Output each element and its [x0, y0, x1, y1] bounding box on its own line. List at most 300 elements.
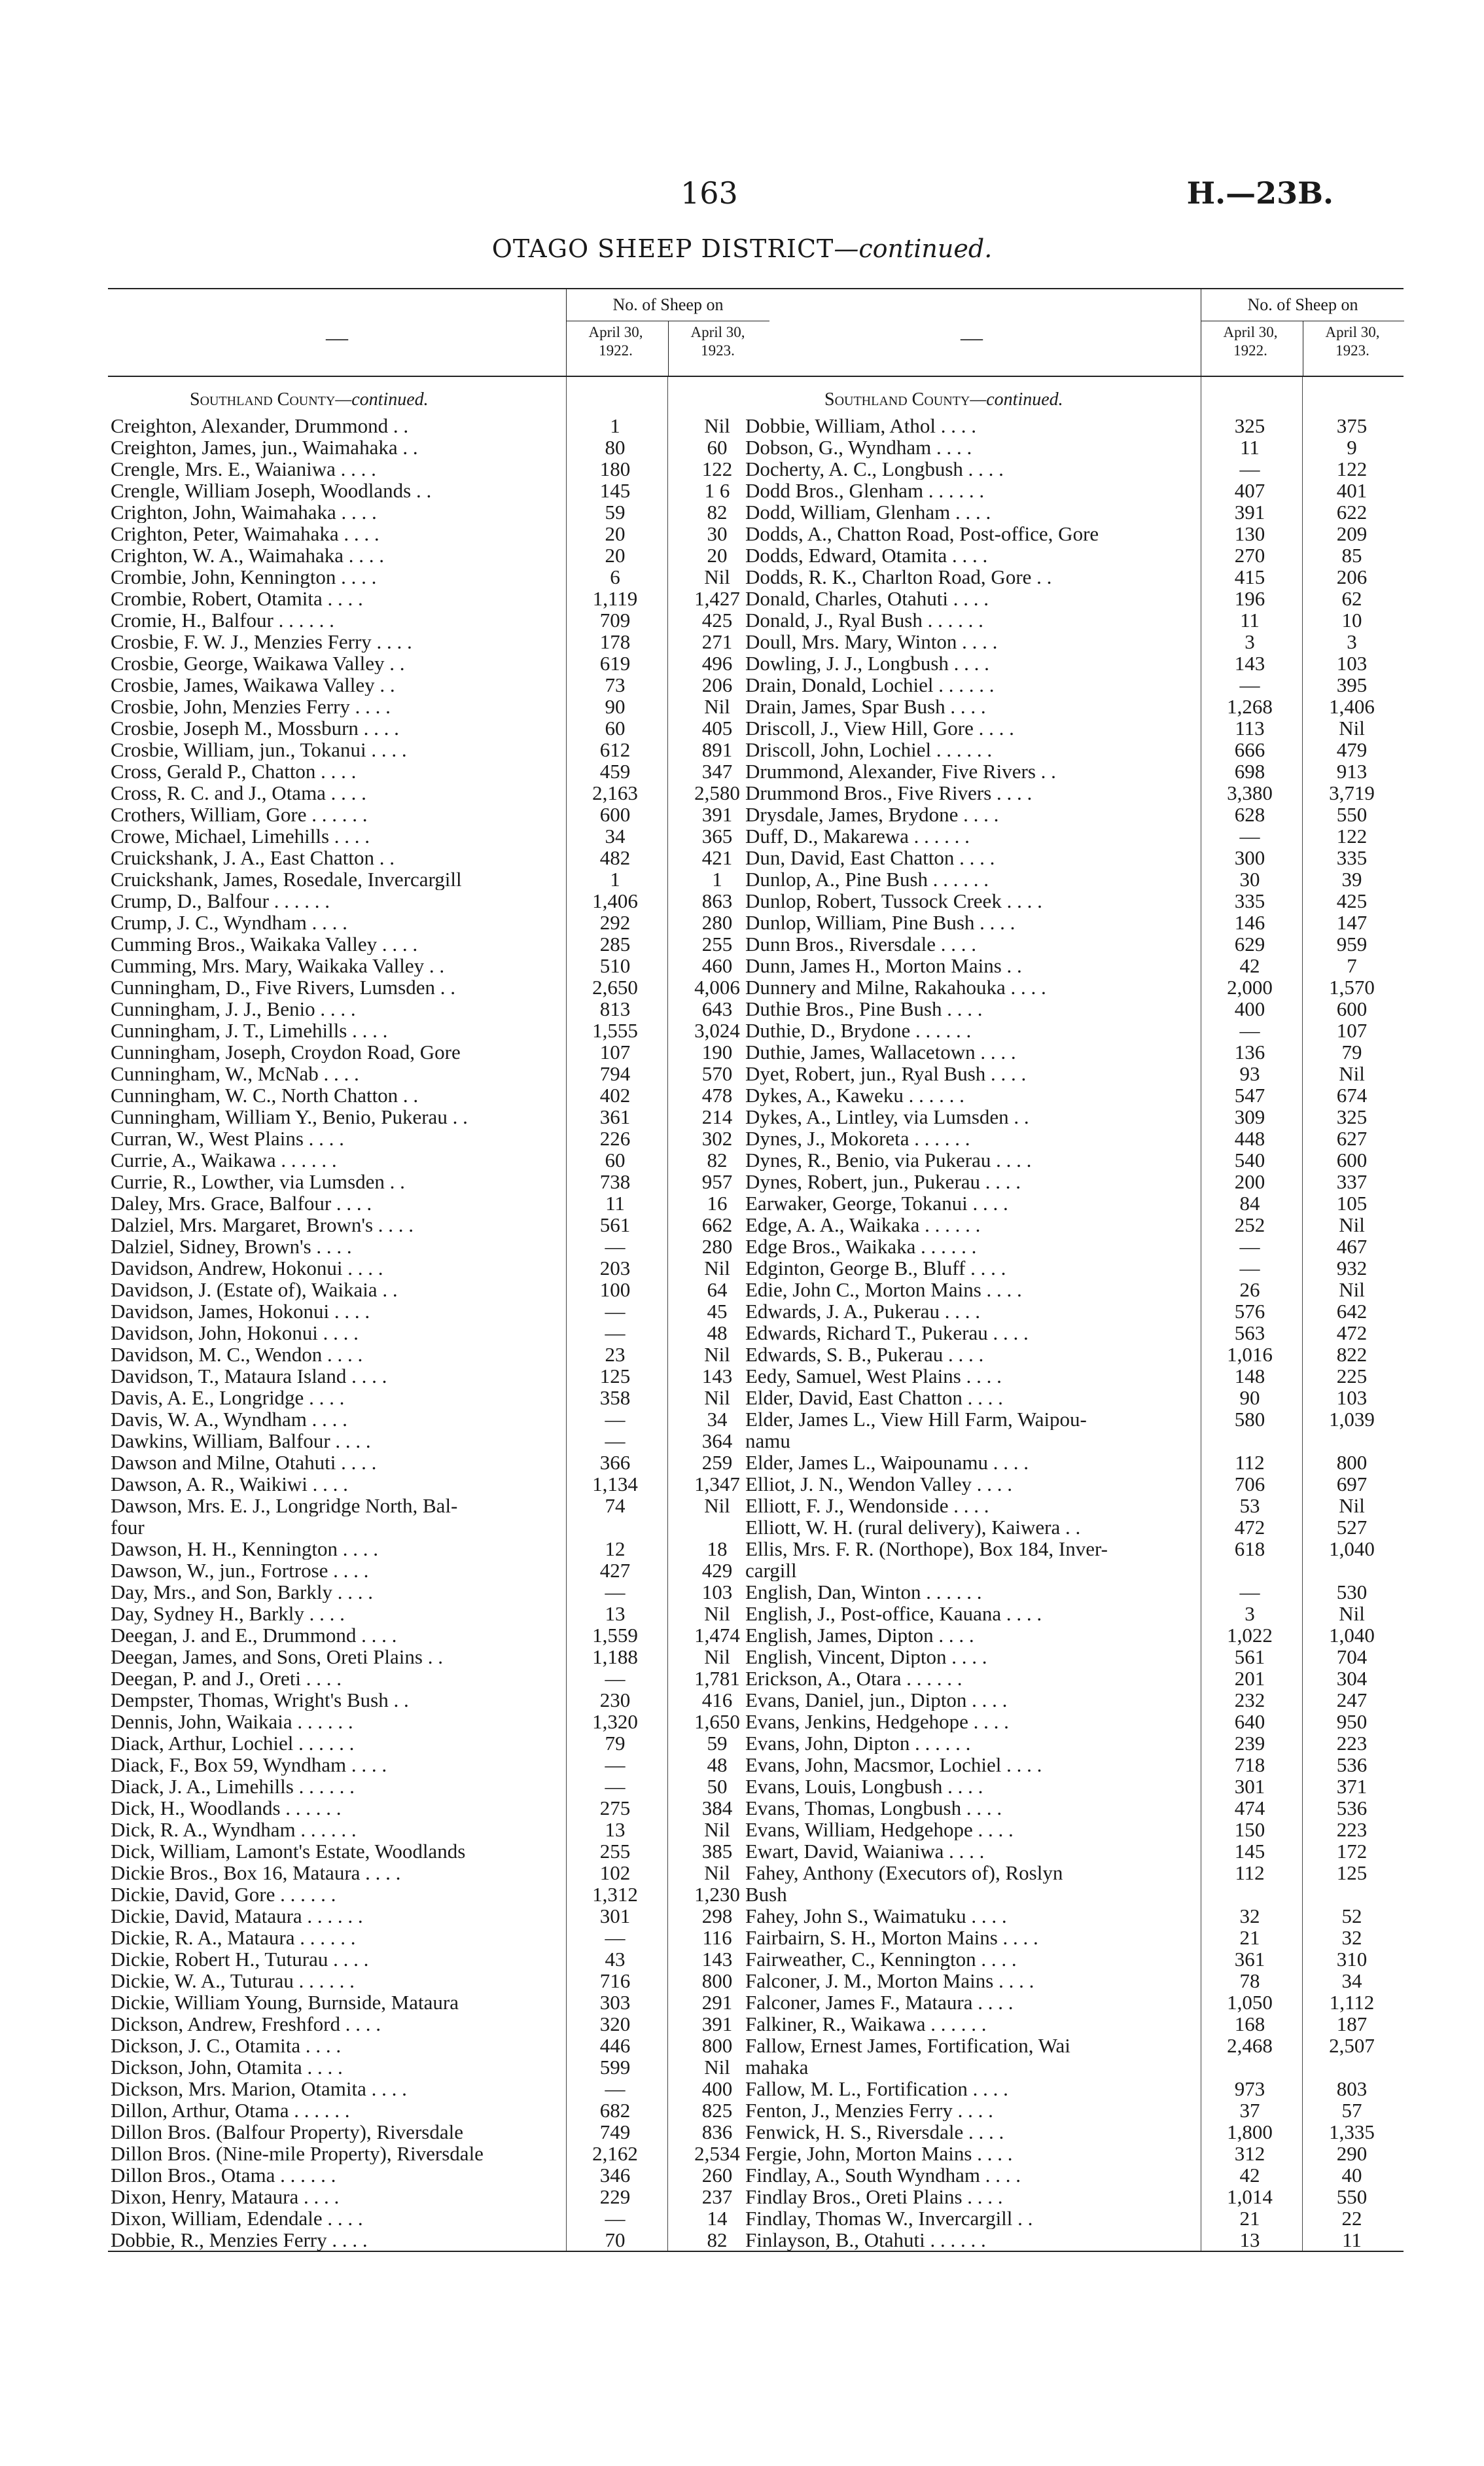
sheep-count-1922: 366	[599, 1451, 631, 1474]
column-header-1923-year: 1923.	[1335, 342, 1369, 359]
table-row	[108, 631, 769, 652]
sheep-count-1923: 18	[707, 1537, 728, 1560]
column-header-1922-year: 1922.	[1233, 342, 1267, 359]
sheep-count-1923: 662	[701, 1213, 733, 1236]
table-row	[108, 2035, 769, 2056]
sheep-count-1923: 1,335	[1329, 2120, 1375, 2143]
sheep-count-1923: 82	[707, 1149, 728, 1171]
sheep-count-1923: 550	[1336, 803, 1368, 826]
sheep-count-1923: 11	[1342, 2228, 1362, 2251]
sheep-count-1922: 255	[599, 1840, 631, 1863]
sheep-count-1922: 482	[599, 846, 631, 869]
sheep-count-header	[566, 289, 769, 376]
sheep-count-1922: 42	[1239, 954, 1260, 977]
owner-name: Dunn, James H., Morton Mains . .	[745, 955, 1022, 976]
sheep-count-1922: 749	[599, 2120, 631, 2143]
sheep-count-1923: 803	[1336, 2077, 1368, 2100]
table-row	[108, 1452, 769, 1473]
sheep-count-1922: 252	[1234, 1213, 1265, 1236]
district-title	[0, 234, 1484, 263]
sheep-count-1922: 618	[1234, 1537, 1265, 1560]
owner-name: Drain, Donald, Lochiel . . . . . .	[745, 674, 995, 696]
sheep-count-1923: 550	[1336, 2185, 1368, 2208]
sheep-count-1922: 26	[1239, 1278, 1260, 1301]
sheep-count-1922: 1	[610, 414, 620, 437]
owner-name: Ewart, David, Waianiwa . . . .	[745, 1840, 985, 1862]
table-row	[743, 1495, 1404, 1516]
sheep-count-1923: 34	[707, 1408, 728, 1431]
owner-name: Dickson, Andrew, Freshford . . . .	[111, 2013, 381, 2035]
table-row	[108, 1905, 769, 1927]
owner-name: Dickie, David, Mataura . . . . . .	[111, 1905, 363, 1927]
sheep-count-1923: 45	[707, 1300, 728, 1323]
owner-name: Cross, R. C. and J., Otama . . . .	[111, 782, 366, 804]
sheep-count-1922: 706	[1234, 1473, 1265, 1495]
owner-name: Edginton, George B., Bluff . . . .	[745, 1257, 1006, 1279]
owner-name: Dickie, Robert H., Tuturau . . . .	[111, 1948, 369, 1970]
sheep-count-1922: 11	[605, 1192, 625, 1215]
table-row	[743, 2013, 1404, 2035]
sheep-count-1922: 320	[599, 2012, 631, 2035]
owner-name: Dickie, W. A., Tuturau . . . . . .	[111, 1970, 355, 1992]
table-row	[743, 1365, 1404, 1387]
sheep-count-1922: 1,555	[592, 1019, 638, 1042]
table-row	[108, 1279, 769, 1300]
sheep-count-1922: 12	[605, 1537, 626, 1560]
section-heading-continued: —continued.	[970, 389, 1063, 410]
table-row	[108, 1106, 769, 1128]
sheep-count-1923: 85	[1341, 544, 1362, 567]
table-row	[108, 1171, 769, 1192]
owner-name: Drummond Bros., Five Rivers . . . .	[745, 782, 1033, 804]
table-row	[743, 1171, 1404, 1192]
owner-name: Diack, Arthur, Lochiel . . . . . .	[111, 1732, 355, 1754]
sheep-count-1922: —	[605, 1300, 626, 1323]
owner-name: English, J., Post-office, Kauana . . . .	[745, 1603, 1042, 1624]
sheep-count-1923: 209	[1336, 522, 1368, 545]
column-header-1922-year: 1922.	[599, 342, 633, 359]
table-row	[108, 1300, 769, 1322]
table-row	[743, 1041, 1404, 1063]
sheep-count-1922: 112	[1235, 1451, 1265, 1474]
table-row	[108, 955, 769, 976]
table-row	[108, 1581, 769, 1603]
table-row	[743, 1192, 1404, 1214]
sheep-count-1923: 325	[1336, 1105, 1368, 1128]
owner-name: Falkiner, R., Waikawa . . . . . .	[745, 2013, 987, 2035]
sheep-count-1922: 145	[599, 479, 631, 502]
sheep-count-1923: 704	[1336, 1645, 1368, 1668]
table-row	[108, 782, 769, 804]
table-row	[108, 1192, 769, 1214]
owner-name: Deegan, J. and E., Drummond . . . .	[111, 1624, 397, 1646]
column-header-1922	[567, 323, 665, 360]
sheep-count-1923	[1303, 1884, 1401, 1905]
sheep-count-1923: Nil	[704, 695, 730, 718]
table-row	[743, 2229, 1404, 2251]
owner-name: Dempster, Thomas, Wright's Bush . .	[111, 1689, 409, 1711]
sheep-count-1922: 168	[1234, 2012, 1265, 2035]
table-row	[743, 1236, 1404, 1257]
sheep-count-1923: 384	[701, 1796, 733, 1819]
sheep-count-1922: 226	[599, 1127, 631, 1150]
sheep-count-1922: 1,014	[1227, 2185, 1273, 2208]
owner-name: Deegan, P. and J., Oreti . . . .	[111, 1668, 342, 1689]
sheep-count-1922: 100	[599, 1278, 631, 1301]
sheep-count-1922: 2,162	[592, 2142, 638, 2165]
owner-name: Cunningham, J. J., Benio . . . .	[111, 998, 356, 1020]
sheep-count-1922: 80	[605, 436, 626, 459]
owner-name: Creighton, Alexander, Drummond . .	[111, 415, 409, 437]
sheep-count-1922: 13	[605, 1818, 626, 1841]
sheep-count-1922: 325	[1234, 414, 1265, 437]
sheep-count-1922: 427	[599, 1559, 631, 1582]
table-row	[108, 2013, 769, 2035]
table-row	[108, 1732, 769, 1754]
owner-name: Davidson, T., Mataura Island . . . .	[111, 1365, 387, 1387]
sheep-count-1923: 460	[701, 954, 733, 977]
table-row	[743, 1862, 1404, 1884]
sheep-count-1923: 48	[707, 1321, 728, 1344]
table-row	[743, 2100, 1404, 2121]
sheep-count-1923: 416	[701, 1689, 733, 1711]
sheep-count-1923: 2,534	[694, 2142, 740, 2165]
owner-name: Dawson, Mrs. E. J., Longridge North, Bal-	[111, 1495, 458, 1516]
table-row	[108, 998, 769, 1020]
owner-name: English, Dan, Winton . . . . . .	[745, 1581, 982, 1603]
sheep-count-1922: 698	[1234, 760, 1265, 783]
owner-name: Dixon, Henry, Mataura . . . .	[111, 2186, 340, 2207]
district-title-continued: —continued.	[834, 234, 993, 263]
sheep-count-1923: 405	[701, 717, 733, 740]
page-number: 163	[680, 175, 738, 211]
table-row	[108, 1776, 769, 1797]
owner-name: Elder, James L., Waipounamu . . . .	[745, 1452, 1029, 1473]
owner-name: Docherty, A. C., Longbush . . . .	[745, 458, 1004, 480]
owner-name: Dillon, Arthur, Otama . . . . . .	[111, 2100, 350, 2121]
owner-name: Dyet, Robert, jun., Ryal Bush . . . .	[745, 1063, 1027, 1084]
sheep-count-1923: 1,406	[1329, 695, 1375, 718]
section-heading-text: Southland County	[824, 389, 970, 410]
owner-name: Dalziel, Mrs. Margaret, Brown's . . . .	[111, 1214, 414, 1236]
sheep-count-1922: —	[605, 1926, 626, 1949]
sheep-count-1923: Nil	[704, 1494, 730, 1517]
table-row	[743, 1797, 1404, 1819]
owner-name: Dick, William, Lamont's Estate, Woodlands	[111, 1840, 466, 1862]
owner-name: Cunningham, Joseph, Croydon Road, Gore	[111, 1041, 461, 1063]
table-row	[108, 1884, 769, 1905]
sheep-count-1923: 478	[701, 1084, 733, 1107]
table-row	[108, 1516, 769, 1538]
owner-name: Elliott, F. J., Wendonside . . . .	[745, 1495, 989, 1516]
sheep-count-1922: 3	[1245, 630, 1255, 653]
owner-name: Fairbairn, S. H., Morton Mains . . . .	[745, 1927, 1038, 1948]
sheep-count-1923: 800	[701, 2034, 733, 2057]
sheep-count-1923: 391	[701, 2012, 733, 2035]
sheep-count-1923: 304	[1336, 1667, 1368, 1690]
sheep-count-1922: 973	[1234, 2077, 1265, 2100]
table-row	[743, 2207, 1404, 2229]
owner-name: Currie, A., Waikawa . . . . . .	[111, 1149, 337, 1171]
table-row	[743, 1581, 1404, 1603]
sheep-count-1922: 292	[599, 911, 631, 934]
sheep-count-1922: 130	[1234, 522, 1265, 545]
sheep-count-1923: 291	[701, 1991, 733, 2014]
sheep-count-1922: 102	[599, 1861, 631, 1884]
sheep-count-1922: 203	[599, 1257, 631, 1279]
sheep-count-1922: 239	[1234, 1732, 1265, 1755]
owner-name: Elliott, W. H. (rural delivery), Kaiwera . .	[745, 1516, 1081, 1538]
sheep-count-1923: 674	[1336, 1084, 1368, 1107]
sheep-count-1923: 1,474	[694, 1624, 740, 1647]
owner-name: Cross, Gerald P., Chatton . . . .	[111, 760, 357, 782]
sheep-count-1923: 143	[701, 1365, 733, 1387]
sheep-count-1923: 105	[1336, 1192, 1368, 1215]
sheep-count-1923: 50	[707, 1775, 728, 1798]
sheep-count-1922: —	[605, 1408, 626, 1431]
column-header-1922-date: April 30,	[588, 324, 643, 340]
sheep-count-header	[1201, 289, 1404, 376]
owner-name: Davidson, John, Hokonui . . . .	[111, 1322, 359, 1344]
sheep-count-1922: 1	[610, 868, 620, 891]
table-row	[108, 1538, 769, 1560]
table-row	[743, 1646, 1404, 1668]
sheep-count-1923: 147	[1336, 911, 1368, 934]
sheep-count-1923: 335	[1336, 846, 1368, 869]
table-row	[108, 1624, 769, 1646]
table-row	[108, 804, 769, 825]
sheep-count-1923: 1,781	[694, 1667, 740, 1690]
sheep-count-1922: 23	[605, 1343, 626, 1366]
owner-name: Creighton, James, jun., Waimahaka . .	[111, 437, 418, 458]
sheep-count-1923: 57	[1341, 2099, 1362, 2122]
owner-name: English, James, Dipton . . . .	[745, 1624, 974, 1646]
owner-name: Dixon, William, Edendale . . . .	[111, 2207, 363, 2229]
sheep-count-1923: 30	[707, 522, 728, 545]
sheep-count-1922: 540	[1234, 1149, 1265, 1171]
sheep-count-1923: 3,719	[1329, 781, 1375, 804]
owner-name: Edwards, S. B., Pukerau . . . .	[745, 1344, 984, 1365]
owner-name: Dickie, R. A., Mataura . . . . . .	[111, 1927, 356, 1948]
sheep-count-1922: 3	[1245, 1602, 1255, 1625]
owner-name: four	[111, 1516, 145, 1538]
sheep-count-1923: 1,427	[694, 587, 740, 610]
sheep-count-1922: 60	[605, 717, 626, 740]
sheep-count-1922: 59	[605, 501, 626, 524]
owner-name: Dennis, John, Waikaia . . . . . .	[111, 1711, 353, 1732]
sheep-count-1922: 738	[599, 1170, 631, 1193]
owner-name: namu	[745, 1430, 790, 1452]
sheep-count-1922: 1,312	[592, 1883, 638, 1906]
owner-name: Evans, Thomas, Longbush . . . .	[745, 1797, 1002, 1819]
sheep-count-1923: 1,040	[1329, 1624, 1375, 1647]
table-row	[743, 1840, 1404, 1862]
sheep-count-1923: Nil	[1339, 1213, 1365, 1236]
sheep-count-1923: 40	[1341, 2164, 1362, 2187]
sheep-count-1923	[1303, 2056, 1401, 2078]
sheep-count-1922: 285	[599, 933, 631, 956]
sheep-count-1922: 415	[1234, 565, 1265, 588]
owner-name: Cumming, Mrs. Mary, Waikaka Valley . .	[111, 955, 445, 976]
sheep-count-1923: 280	[701, 1235, 733, 1258]
sheep-count-1923: 425	[701, 609, 733, 632]
sheep-count-1923: 52	[1341, 1904, 1362, 1927]
sheep-count-1922: 21	[1239, 1926, 1260, 1949]
owner-name: Crengle, William Joseph, Woodlands . .	[111, 480, 432, 501]
sheep-count-1923: 298	[701, 1904, 733, 1927]
sheep-count-1923: 347	[701, 760, 733, 783]
owner-name: Driscoll, John, Lochiel . . . . . .	[745, 739, 993, 760]
sheep-count-1922: 300	[1234, 846, 1265, 869]
sheep-count-1922: 20	[605, 544, 626, 567]
sheep-count-1922: 136	[1234, 1041, 1265, 1063]
owner-name: Crothers, William, Gore . . . . . .	[111, 804, 368, 825]
sheep-count-1923: 395	[1336, 673, 1368, 696]
owner-name: Elder, James L., View Hill Farm, Waipou-	[745, 1408, 1087, 1430]
sheep-count-1923: 496	[701, 652, 733, 675]
table-row	[108, 933, 769, 955]
sheep-count-1923: 20	[707, 544, 728, 567]
sheep-count-1923: 48	[707, 1753, 728, 1776]
owner-name: Duff, D., Makarewa . . . . . .	[745, 825, 970, 847]
sheep-count-1922: —	[605, 1667, 626, 1690]
owner-name: Fenton, J., Menzies Ferry . . . .	[745, 2100, 993, 2121]
table-row	[108, 1344, 769, 1365]
sheep-count-1923: 959	[1336, 933, 1368, 956]
sheep-count-1922: —	[1239, 1235, 1260, 1258]
sheep-count-1922: 1,016	[1227, 1343, 1273, 1366]
owner-name: Edwards, Richard T., Pukerau . . . .	[745, 1322, 1029, 1344]
owner-name: Dunlop, A., Pine Bush . . . . . .	[745, 868, 989, 890]
sheep-count-1923: Nil	[704, 1343, 730, 1366]
table-row	[108, 1560, 769, 1581]
table-row	[108, 458, 769, 480]
sheep-count-1923: 467	[1336, 1235, 1368, 1258]
sheep-count-1923: 16	[707, 1192, 728, 1215]
table-row	[108, 1236, 769, 1257]
sheep-count-1922: 794	[599, 1062, 631, 1085]
table-row	[743, 912, 1404, 933]
table-header	[108, 288, 769, 377]
column-header-1923-date: April 30,	[690, 324, 745, 340]
table-row	[108, 501, 769, 523]
table-row	[108, 415, 769, 437]
sheep-count-1922: 79	[605, 1732, 626, 1755]
sheep-count-1923: 375	[1336, 414, 1368, 437]
column-header-1922-date: April 30,	[1223, 324, 1278, 340]
table-row	[743, 976, 1404, 998]
sheep-count-1923: 425	[1336, 889, 1368, 912]
owner-name: Dun, David, East Chatton . . . .	[745, 847, 995, 868]
sheep-count-1923: 2,580	[694, 781, 740, 804]
owner-name: Edge, A. A., Waikaka . . . . . .	[745, 1214, 981, 1236]
table-row	[108, 868, 769, 890]
owner-name: Dykes, A., Lintley, via Lumsden . .	[745, 1106, 1029, 1128]
owner-name: Findlay Bros., Oreti Plains . . . .	[745, 2186, 1003, 2207]
owner-name: Evans, William, Hedgehope . . . .	[745, 1819, 1014, 1840]
sheep-count-1922: 716	[599, 1969, 631, 1992]
sheep-count-1923	[1303, 1430, 1401, 1452]
owner-name: Falconer, J. M., Morton Mains . . . .	[745, 1970, 1034, 1992]
owner-name: Curran, W., West Plains . . . .	[111, 1128, 344, 1149]
owner-name: Dick, R. A., Wyndham . . . . . .	[111, 1819, 357, 1840]
owner-name: Dickson, John, Otamita . . . .	[111, 2056, 343, 2078]
sheep-count-1922: 196	[1234, 587, 1265, 610]
sheep-count-1923: 391	[701, 803, 733, 826]
sheep-table-right	[743, 288, 1404, 2252]
table-row	[743, 523, 1404, 545]
table-row	[743, 1387, 1404, 1408]
sheep-count-1923: 187	[1336, 2012, 1368, 2035]
owner-name: Cunningham, W., McNab . . . .	[111, 1063, 359, 1084]
table-row	[743, 2164, 1404, 2186]
sheep-count-1922: 42	[1239, 2164, 1260, 2187]
sheep-count-1922: 143	[1234, 652, 1265, 675]
table-row	[108, 976, 769, 998]
table-row	[743, 1560, 1404, 1581]
sheep-count-1922: 112	[1235, 1861, 1265, 1884]
table-row	[108, 2056, 769, 2078]
sheep-count-1923: 891	[701, 738, 733, 761]
sheep-count-1922: 547	[1234, 1084, 1265, 1107]
owner-name: Fenwick, H. S., Riversdale . . . .	[745, 2121, 1004, 2143]
sheep-count-1923: Nil	[704, 2056, 730, 2079]
table-row	[108, 760, 769, 782]
table-row	[743, 652, 1404, 674]
table-row	[743, 890, 1404, 912]
table-row	[108, 1084, 769, 1106]
table-row	[743, 588, 1404, 609]
owner-name: Crosbie, Joseph M., Mossburn . . . .	[111, 717, 399, 739]
table-row	[743, 1732, 1404, 1754]
sheep-count-1922: —	[605, 1235, 626, 1258]
table-row	[108, 1668, 769, 1689]
owner-name: Dickson, Mrs. Marion, Otamita . . . .	[111, 2078, 407, 2100]
sheep-count-1923: 421	[701, 846, 733, 869]
owner-name: Bush	[745, 1884, 787, 1905]
sheep-count-1923: Nil	[704, 1257, 730, 1279]
sheep-count-1923: Nil	[1339, 1278, 1365, 1301]
table-row	[108, 1927, 769, 1948]
sheep-count-1922: 600	[599, 803, 631, 826]
sheep-count-1923: 1,570	[1329, 976, 1375, 999]
sheep-count-1923: 255	[701, 933, 733, 956]
sheep-count-1922: 232	[1234, 1689, 1265, 1711]
owner-name: Drummond, Alexander, Five Rivers . .	[745, 760, 1056, 782]
table-row	[743, 2143, 1404, 2164]
sheep-count-1922: 391	[1234, 501, 1265, 524]
sheep-count-1922: 629	[1234, 933, 1265, 956]
sheep-count-1923: 600	[1336, 997, 1368, 1020]
sheep-count-1923: 1,039	[1329, 1408, 1375, 1431]
table-row	[743, 1624, 1404, 1646]
sheep-count-1922: 312	[1234, 2142, 1265, 2165]
sheep-count-1923: 600	[1336, 1149, 1368, 1171]
sheep-count-1923: 9	[1347, 436, 1357, 459]
sheep-count-1923: 125	[1336, 1861, 1368, 1884]
sheep-count-1922: 43	[605, 1948, 626, 1971]
owner-name: Davis, W. A., Wyndham . . . .	[111, 1408, 347, 1430]
sheep-count-1922: 561	[599, 1213, 631, 1236]
owner-name: Dawson, H. H., Kennington . . . .	[111, 1538, 378, 1560]
sheep-count-1923: 82	[707, 2228, 728, 2251]
sheep-count-1922: 78	[1239, 1969, 1260, 1992]
sheep-count-1923: 1,112	[1329, 1991, 1375, 2014]
table-row	[743, 1776, 1404, 1797]
sheep-count-1923: 290	[1336, 2142, 1368, 2165]
table-row	[108, 437, 769, 458]
table-row	[108, 2207, 769, 2229]
